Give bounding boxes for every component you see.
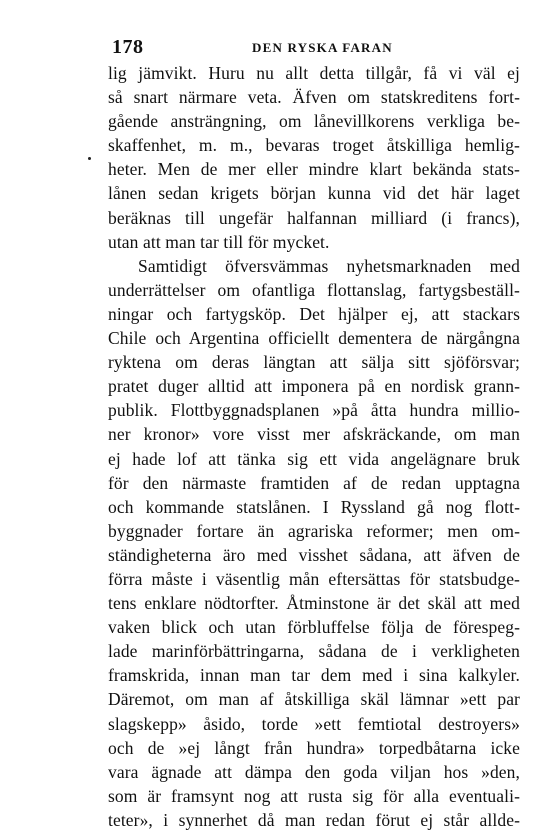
text-line: så snart närmare veta. Äfven om statskreditens fort- [108, 87, 520, 108]
text-line: beräknas till ungefär halfannan milliard (i francs), [108, 207, 520, 228]
text-line: gående ansträngning, om lånevillkorens verkliga be- [108, 111, 520, 132]
text-line: förra måste i väsentlig mån eftersättas för statsbudge- [108, 568, 520, 589]
text-line: Samtidigt öfversvämmas nyhetsmarknaden med [138, 255, 520, 276]
text-line: pratet duger alltid att imponera på en nordisk grann- [108, 376, 520, 397]
text-line: slagskepp» åsido, torde »ett femtiotal destroyers» [108, 713, 520, 734]
text-line: ner kronor» vore visst mer afskräckande, om man [108, 424, 520, 445]
text-line: skaffenhet, m. m., bevaras troget åtskilliga hemlig- [108, 135, 520, 156]
text-line: ständigheterna äro med visshet sådana, att äfven de [108, 544, 520, 565]
page-header [112, 36, 510, 60]
text-line: och de »ej långt från hundra» torpedbåtarna icke [108, 737, 520, 758]
body-text [108, 61, 520, 832]
text-line: vara ägnade att dämpa den goda viljan hos »den, [108, 761, 520, 782]
text-line: heter. Men de mer eller mindre klart bekända stats- [108, 159, 520, 180]
page-number: 178 [112, 36, 144, 58]
text-line: underrättelser om ofantliga flottanslag, fartygsbeställ- [108, 279, 520, 300]
text-line: framskrida, innan man tar dem med i sina kalkyler. [108, 665, 520, 686]
text-line: lånen sedan krigets början kunna vid det här laget [108, 183, 520, 204]
text-line: teter», i synnerhet då man redan förut ej står allde- [108, 809, 520, 830]
text-line: ryktena om deras längtan att sälja sitt sjöförsvar; [108, 352, 520, 373]
text-line: utan att man tar till för mycket. [108, 231, 330, 252]
text-line: ej hade lof att tänka sig ett vida angelägnare bruk [108, 448, 520, 469]
text-line: publik. Flottbyggnadsplanen »på åtta hundra millio- [108, 400, 520, 421]
text-line: som är framsynt nog att rusta sig för alla eventuali- [108, 785, 520, 806]
text-line: för den närmaste framtiden af de redan upptagna [108, 472, 520, 493]
text-line: lig jämvikt. Huru nu allt detta tillgår, få vi väl ej [108, 63, 520, 83]
text-line: byggnader fortare än agrariska reformer; men om- [108, 520, 520, 541]
text-line: och kommande statslånen. I Ryssland gå nog flott- [108, 496, 520, 517]
text-line: Chile och Argentina officiellt dementera de närgångna [108, 328, 520, 349]
text-line: Däremot, om man af åtskilliga skäl lämnar »ett par [108, 689, 520, 710]
text-line: lade marinförbättringarna, sådana de i verkligheten [108, 641, 520, 662]
running-head: DEN RYSKA FARAN [252, 40, 393, 55]
text-line: tens enklare nödtorfter. Åtminstone är det skäl att med [108, 593, 520, 614]
text-line: vaken blick och utan förbluffelse följa de förespeg- [108, 617, 520, 638]
margin-mark [88, 157, 91, 160]
text-line: ningar och fartygsköp. Det hjälper ej, att stackars [108, 303, 520, 324]
